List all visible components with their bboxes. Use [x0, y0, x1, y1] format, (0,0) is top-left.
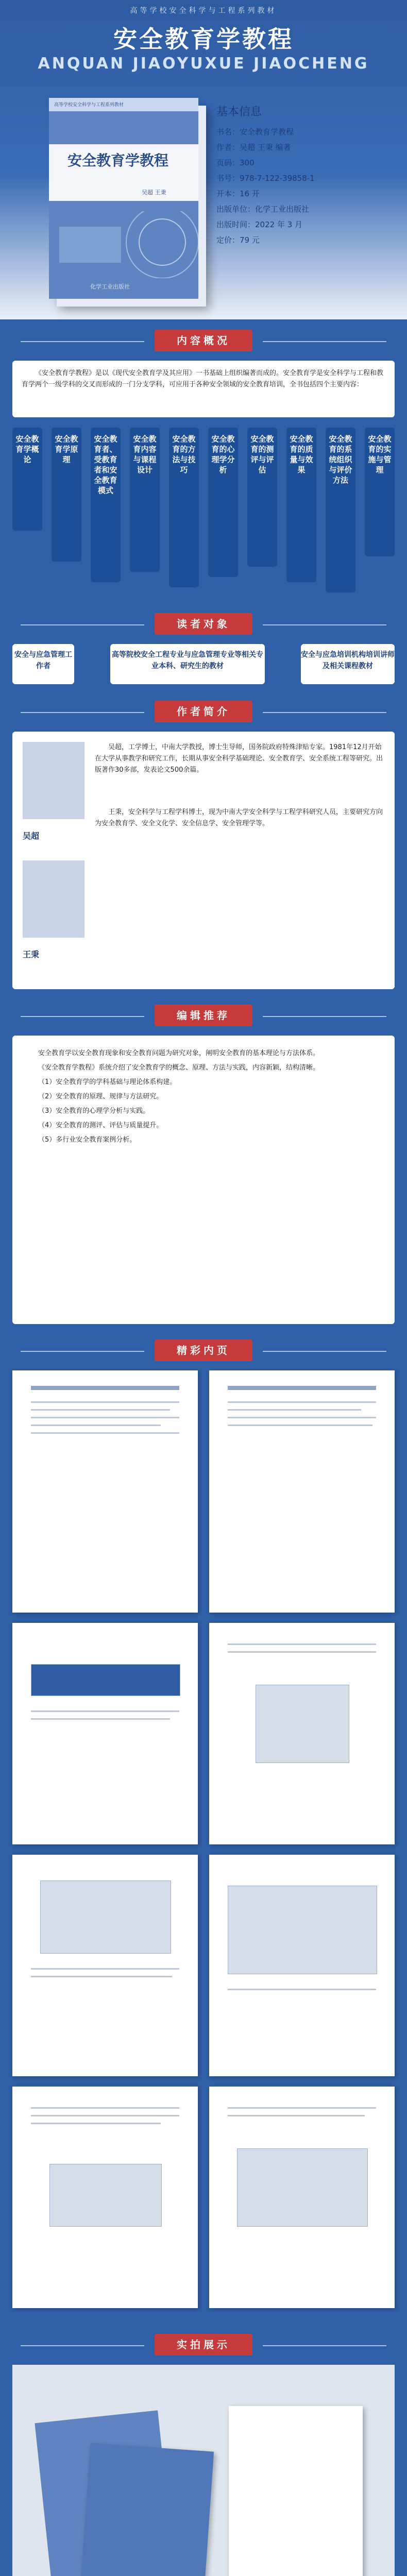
- cover-title: 安全教育学教程: [67, 152, 169, 169]
- photo-area: [12, 2365, 395, 2576]
- page-thumbnail: [12, 1370, 198, 1613]
- author-photo-2: [23, 860, 84, 938]
- features-p1: 安全教育学以安全教育现象和安全教育问题为研究对象，阐明安全教育的基本理论与方法体系。: [38, 1049, 320, 1057]
- section-photos-label: 实拍展示: [155, 2334, 252, 2355]
- features-panel: [12, 1036, 395, 1324]
- section-pages-label: 精彩内页: [155, 1340, 252, 1361]
- author-photo-1: [23, 742, 84, 819]
- book-cover: [49, 98, 198, 299]
- section-readers: [0, 613, 407, 636]
- basic-info: [216, 103, 397, 248]
- section-pages: [0, 1340, 407, 1362]
- open-book-photo: [229, 2406, 363, 2576]
- info-row: 开本：16 开: [216, 189, 260, 198]
- section-author: [0, 701, 407, 723]
- section-author-label: 作者简介: [155, 701, 252, 722]
- overview-card: 安全教育的方法与技巧: [169, 428, 199, 587]
- info-row: 书名：安全教育学教程: [216, 127, 294, 137]
- reader-card: 安全与应急培训机构培训讲师及相关课程教材: [301, 644, 395, 684]
- info-row: 书号：978-7-122-39858-1: [216, 174, 315, 183]
- info-row: 出版单位：化学工业出版社: [216, 205, 310, 214]
- features-item: （1）安全教育学的学科基础与理论体系构建。: [38, 1078, 177, 1086]
- features-p2: 《安全教育学教程》系统介绍了安全教育学的概念、原理、方法与实践，内容新颖，结构清晰。: [38, 1064, 320, 1072]
- hero-banner: [0, 0, 407, 319]
- section-features-label: 编辑推荐: [155, 1005, 252, 1026]
- page-thumbnail: [209, 1370, 395, 1613]
- series-title: 高等学校安全科学与工程系列教材: [130, 7, 277, 15]
- page-thumbnail: [209, 2087, 395, 2308]
- cover-series: 高等学校安全科学与工程系列教材: [54, 103, 124, 108]
- features-item: （2）安全教育的原理、规律与方法研究。: [38, 1093, 163, 1100]
- page-thumbnail: [12, 1623, 198, 1844]
- author-bio-1: 吴超，工学博士，中南大学教授，博士生导师，国务院政府特殊津贴专家。1981年12月开始在大学从事教学和研究工作，长期从事安全科学基础理论、安全教育学、安全系统工程等研究。出版著作30多部，发表论文500余篇。: [95, 743, 383, 774]
- page-thumbnail: [12, 1855, 198, 2076]
- author-name-1: 吴超: [23, 831, 40, 841]
- page-thumbnail: [12, 2087, 198, 2308]
- author-bio-2: 王秉，安全科学与工程学科博士，现为中南大学安全科学与工程学科研究人员，主要研究方向为安全教育学、安全文化学、安全信息学、安全管理学等。: [95, 808, 383, 827]
- info-row: 作者：吴超 王秉 编著: [216, 143, 291, 152]
- author-name-2: 王秉: [23, 950, 40, 959]
- author-panel: [12, 732, 395, 989]
- info-row: 页码：300: [216, 158, 255, 167]
- page-thumbnail: [209, 1623, 395, 1844]
- overview-card: 安全教育者、受教育者和安全教育模式: [91, 428, 121, 582]
- features-item: （4）安全教育的测评、评估与质量提升。: [38, 1122, 163, 1129]
- overview-card: 安全教育的心理学分析: [208, 428, 238, 577]
- overview-card: 安全教育的测评与评估: [247, 428, 277, 567]
- section-overview-label: 内容概况: [155, 330, 252, 351]
- overview-card: 安全教育的实施与管理: [365, 428, 395, 556]
- overview-card: 安全教育学概论: [12, 428, 42, 531]
- basic-info-label: 基本信息: [216, 106, 262, 118]
- overview-panel: [12, 361, 395, 417]
- cover-band: [49, 98, 198, 111]
- section-readers-label: 读者对象: [155, 613, 252, 635]
- features-item: （5）多行业安全教育案例分析。: [38, 1136, 137, 1144]
- pages-gallery: [12, 1370, 395, 2318]
- book-photo: [79, 2443, 214, 2576]
- section-overview: [0, 330, 407, 352]
- overview-card: 安全教育的系统组织与评价方法: [326, 428, 355, 592]
- page-title: 安全教育学教程: [113, 25, 294, 53]
- pinyin-title: ANQUAN JIAOYUXUE JIAOCHENG: [38, 55, 369, 73]
- overview-card: 安全教育学原理: [52, 428, 81, 562]
- section-features: [0, 1005, 407, 1027]
- cover-decoration: [49, 211, 198, 278]
- info-row: 定价：79 元: [216, 235, 260, 245]
- features-item: （3）安全教育的心理学分析与实践。: [38, 1107, 150, 1115]
- info-row: 出版时间：2022 年 3 月: [216, 220, 303, 229]
- cover-publisher: 化学工业出版社: [90, 283, 130, 290]
- reader-card: 高等院校安全工程专业与应急管理专业等相关专业本科、研究生的教材: [110, 644, 265, 684]
- overview-cards: [12, 428, 395, 598]
- cover-authors: 吴超 王秉: [142, 189, 166, 196]
- reader-card: 安全与应急管理工作者: [12, 644, 74, 684]
- section-photos: [0, 2334, 407, 2357]
- page-thumbnail: [209, 1855, 395, 2076]
- overview-card: 安全教育的质量与效果: [286, 428, 316, 582]
- overview-card: 安全教育内容与课程设计: [130, 428, 160, 572]
- overview-text: 《安全教育学教程》是以《现代安全教育学及其应用》一书基础上组织编著而成的。安全教育学是安全科学与工程和教育学两个一级学科的交叉而形成的一门分支学科，可应用于各种安全领域的安全教育培训，全书包括四个主要内容：: [22, 369, 384, 388]
